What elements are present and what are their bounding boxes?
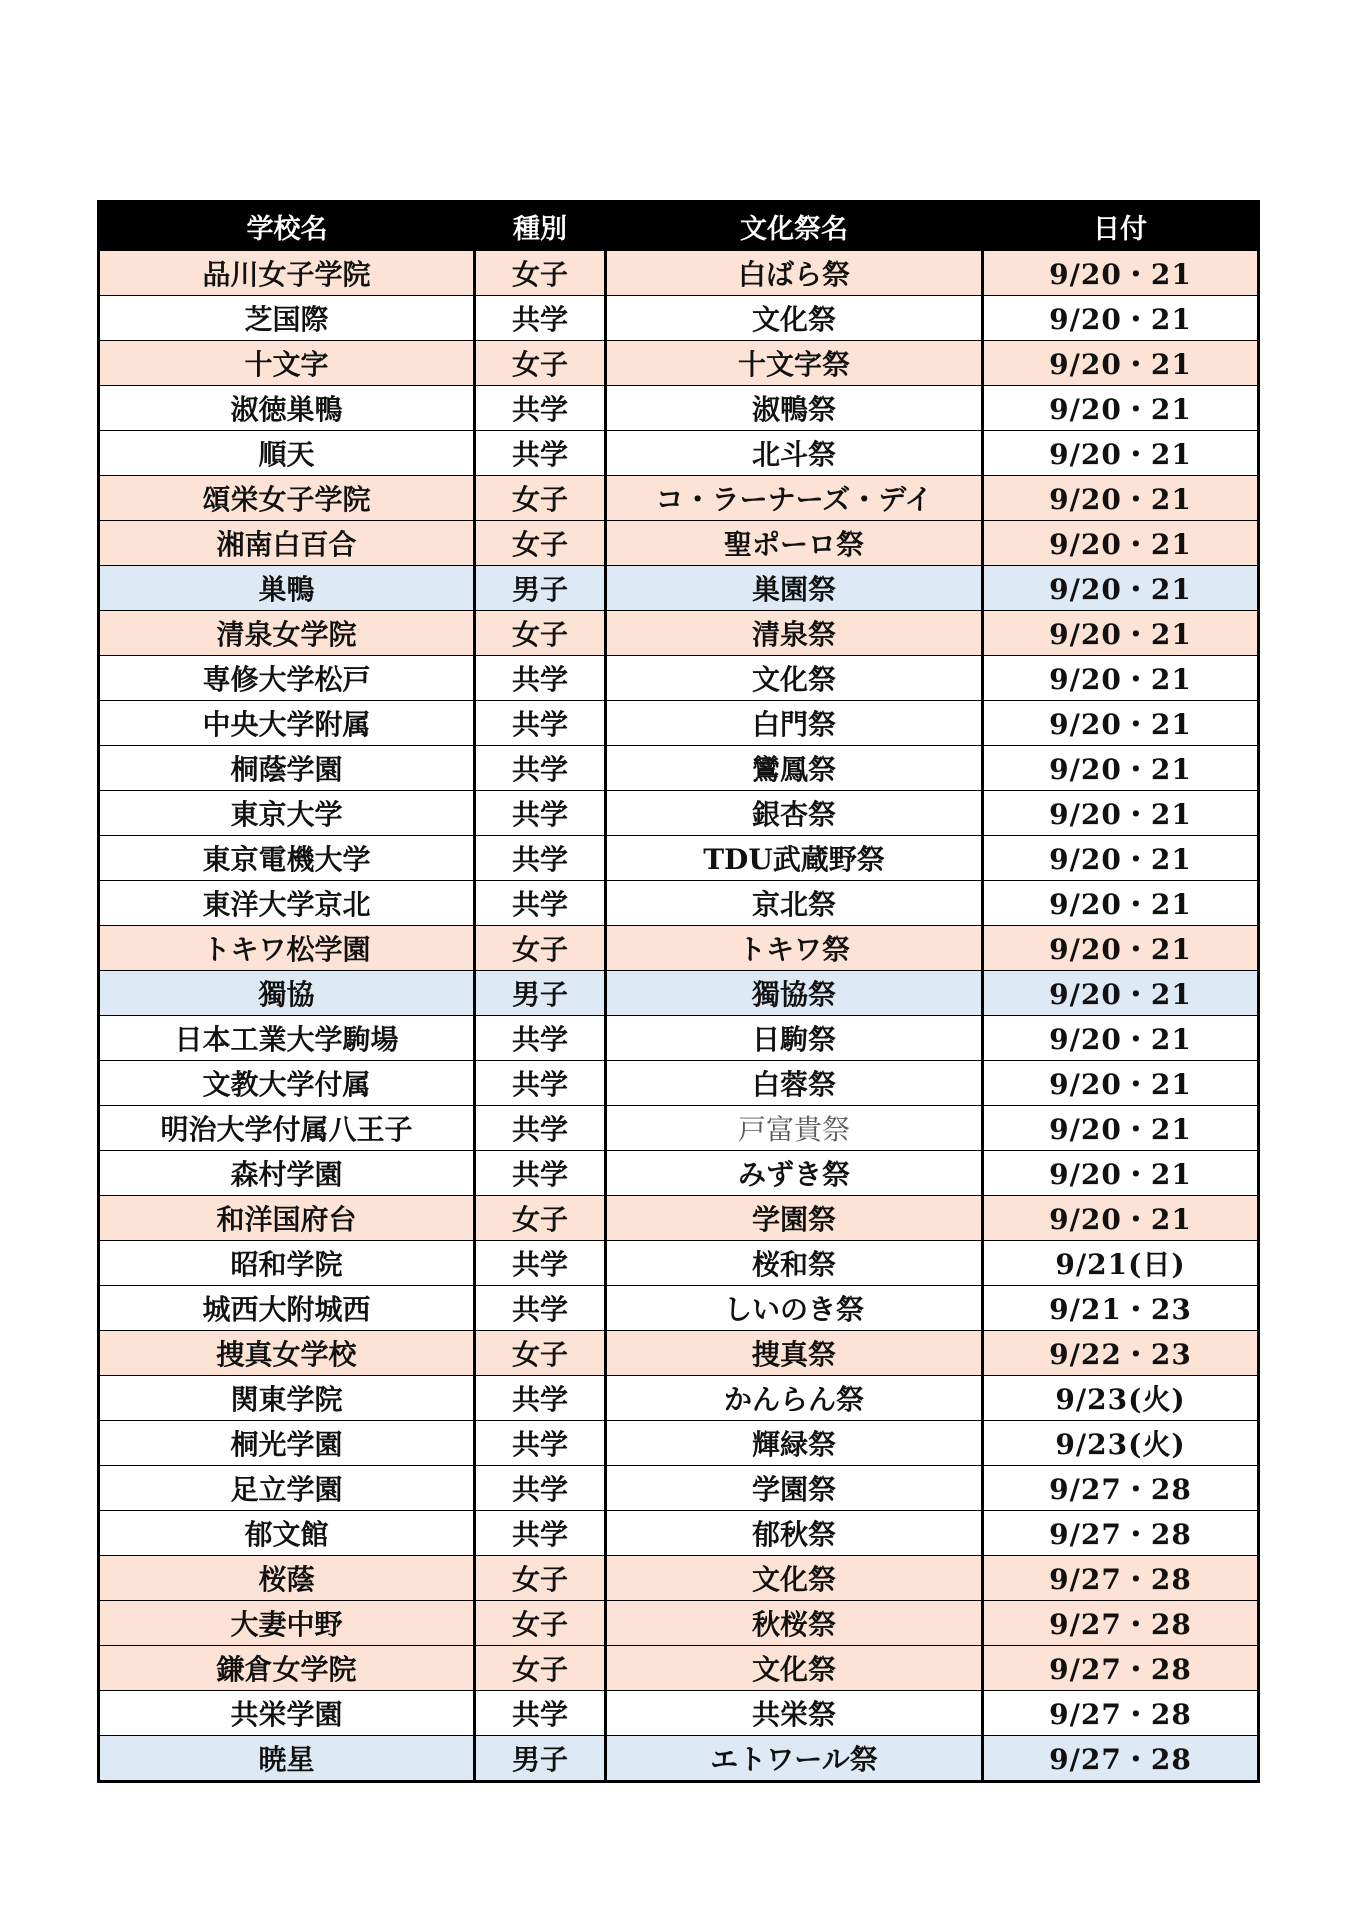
- table-row: [99, 656, 1259, 701]
- table-row: [99, 1376, 1259, 1421]
- table-row: [99, 1421, 1259, 1466]
- festival-date-cell: 9/20・21: [983, 836, 1259, 881]
- table-row: [99, 1016, 1259, 1061]
- festival-name-cell: 共栄祭: [606, 1691, 983, 1736]
- festival-date-cell: 9/20・21: [983, 611, 1259, 656]
- school-name-cell: 湘南白百合: [99, 521, 475, 566]
- school-type-cell: 女子: [475, 476, 606, 521]
- table-row: [99, 926, 1259, 971]
- school-type-cell: 共学: [475, 296, 606, 341]
- table-row: [99, 1241, 1259, 1286]
- school-name-cell: 明治大学付属八王子: [99, 1106, 475, 1151]
- school-name-cell: 獨協: [99, 971, 475, 1016]
- header-type: 種別: [475, 202, 606, 251]
- festival-name-cell: 捜真祭: [606, 1331, 983, 1376]
- school-name-cell: 共栄学園: [99, 1691, 475, 1736]
- school-name-cell: 専修大学松戸: [99, 656, 475, 701]
- table-row: [99, 1151, 1259, 1196]
- school-name-cell: 桐光学園: [99, 1421, 475, 1466]
- header-row: [99, 202, 1259, 251]
- festival-schedule-sheet: [97, 200, 1257, 1783]
- school-type-cell: 共学: [475, 1466, 606, 1511]
- festival-name-cell: みずき祭: [606, 1151, 983, 1196]
- festival-name-cell: 白ばら祭: [606, 251, 983, 296]
- school-type-cell: 女子: [475, 521, 606, 566]
- festival-name-cell: 学園祭: [606, 1196, 983, 1241]
- table-row: [99, 881, 1259, 926]
- school-type-cell: 男子: [475, 971, 606, 1016]
- table-row: [99, 746, 1259, 791]
- school-type-cell: 共学: [475, 836, 606, 881]
- festival-name-cell: 文化祭: [606, 1646, 983, 1691]
- school-name-cell: トキワ松学園: [99, 926, 475, 971]
- festival-date-cell: 9/20・21: [983, 1106, 1259, 1151]
- festival-date-cell: 9/21(日): [983, 1241, 1259, 1286]
- school-name-cell: 東京電機大学: [99, 836, 475, 881]
- festival-name-cell: 郁秋祭: [606, 1511, 983, 1556]
- table-row: [99, 1286, 1259, 1331]
- table-row: [99, 251, 1259, 296]
- festival-date-cell: 9/23(火): [983, 1421, 1259, 1466]
- school-type-cell: 女子: [475, 926, 606, 971]
- festival-name-cell: 清泉祭: [606, 611, 983, 656]
- festival-name-cell: 文化祭: [606, 1556, 983, 1601]
- table-row: [99, 1196, 1259, 1241]
- festival-name-cell: 白蓉祭: [606, 1061, 983, 1106]
- school-type-cell: 女子: [475, 341, 606, 386]
- festival-date-cell: 9/20・21: [983, 251, 1259, 296]
- school-type-cell: 共学: [475, 791, 606, 836]
- festival-date-cell: 9/20・21: [983, 476, 1259, 521]
- festival-name-cell: 銀杏祭: [606, 791, 983, 836]
- table-row: [99, 341, 1259, 386]
- table-row: [99, 1601, 1259, 1646]
- festival-date-cell: 9/20・21: [983, 1151, 1259, 1196]
- festival-date-cell: 9/27・28: [983, 1601, 1259, 1646]
- festival-date-cell: 9/27・28: [983, 1466, 1259, 1511]
- school-type-cell: 女子: [475, 1556, 606, 1601]
- festival-date-cell: 9/27・28: [983, 1736, 1259, 1782]
- school-type-cell: 共学: [475, 656, 606, 701]
- festival-date-cell: 9/20・21: [983, 386, 1259, 431]
- school-type-cell: 男子: [475, 566, 606, 611]
- table-header: [99, 202, 1259, 251]
- school-type-cell: 共学: [475, 881, 606, 926]
- festival-date-cell: 9/20・21: [983, 1061, 1259, 1106]
- table-row: [99, 521, 1259, 566]
- school-type-cell: 男子: [475, 1736, 606, 1782]
- festival-date-cell: 9/27・28: [983, 1691, 1259, 1736]
- school-type-cell: 共学: [475, 1691, 606, 1736]
- festival-date-cell: 9/20・21: [983, 791, 1259, 836]
- school-name-cell: 淑徳巣鴨: [99, 386, 475, 431]
- festival-date-cell: 9/20・21: [983, 566, 1259, 611]
- festival-name-cell: しいのき祭: [606, 1286, 983, 1331]
- school-name-cell: 大妻中野: [99, 1601, 475, 1646]
- festival-name-cell: コ・ラーナーズ・デイ: [606, 476, 983, 521]
- table-row: [99, 1556, 1259, 1601]
- festival-name-cell: 桜和祭: [606, 1241, 983, 1286]
- festival-name-cell: 京北祭: [606, 881, 983, 926]
- festival-table: [97, 200, 1260, 1783]
- festival-name-cell: 鸞鳳祭: [606, 746, 983, 791]
- festival-name-cell: エトワール祭: [606, 1736, 983, 1782]
- school-type-cell: 共学: [475, 701, 606, 746]
- school-name-cell: 昭和学院: [99, 1241, 475, 1286]
- school-name-cell: 頌栄女子学院: [99, 476, 475, 521]
- school-name-cell: 和洋国府台: [99, 1196, 475, 1241]
- school-name-cell: 桐蔭学園: [99, 746, 475, 791]
- school-name-cell: 東京大学: [99, 791, 475, 836]
- school-type-cell: 女子: [475, 1601, 606, 1646]
- festival-name-cell: かんらん祭: [606, 1376, 983, 1421]
- school-name-cell: 森村学園: [99, 1151, 475, 1196]
- festival-name-cell: 日駒祭: [606, 1016, 983, 1061]
- festival-name-cell: 白門祭: [606, 701, 983, 746]
- festival-name-cell: 学園祭: [606, 1466, 983, 1511]
- school-type-cell: 女子: [475, 1196, 606, 1241]
- school-name-cell: 東洋大学京北: [99, 881, 475, 926]
- table-row: [99, 386, 1259, 431]
- festival-name-cell: 輝緑祭: [606, 1421, 983, 1466]
- table-row: [99, 791, 1259, 836]
- school-type-cell: 共学: [475, 386, 606, 431]
- school-type-cell: 共学: [475, 431, 606, 476]
- school-name-cell: 郁文館: [99, 1511, 475, 1556]
- school-name-cell: 暁星: [99, 1736, 475, 1782]
- festival-date-cell: 9/20・21: [983, 521, 1259, 566]
- school-name-cell: 十文字: [99, 341, 475, 386]
- school-name-cell: 品川女子学院: [99, 251, 475, 296]
- festival-date-cell: 9/21・23: [983, 1286, 1259, 1331]
- festival-date-cell: 9/27・28: [983, 1556, 1259, 1601]
- festival-date-cell: 9/27・28: [983, 1646, 1259, 1691]
- table-row: [99, 1061, 1259, 1106]
- festival-date-cell: 9/27・28: [983, 1511, 1259, 1556]
- school-type-cell: 共学: [475, 1241, 606, 1286]
- table-row: [99, 296, 1259, 341]
- table-row: [99, 566, 1259, 611]
- school-name-cell: 順天: [99, 431, 475, 476]
- festival-date-cell: 9/20・21: [983, 971, 1259, 1016]
- header-festival: 文化祭名: [606, 202, 983, 251]
- table-row: [99, 971, 1259, 1016]
- festival-date-cell: 9/22・23: [983, 1331, 1259, 1376]
- school-name-cell: 関東学院: [99, 1376, 475, 1421]
- table-row: [99, 1646, 1259, 1691]
- school-type-cell: 女子: [475, 251, 606, 296]
- school-type-cell: 共学: [475, 1106, 606, 1151]
- festival-name-cell: TDU武蔵野祭: [606, 836, 983, 881]
- table-row: [99, 1106, 1259, 1151]
- table-row: [99, 476, 1259, 521]
- festival-name-cell: 文化祭: [606, 656, 983, 701]
- festival-date-cell: 9/20・21: [983, 1196, 1259, 1241]
- school-name-cell: 中央大学附属: [99, 701, 475, 746]
- school-type-cell: 共学: [475, 1286, 606, 1331]
- school-name-cell: 芝国際: [99, 296, 475, 341]
- table-row: [99, 1691, 1259, 1736]
- festival-date-cell: 9/23(火): [983, 1376, 1259, 1421]
- school-type-cell: 女子: [475, 1331, 606, 1376]
- festival-name-cell: トキワ祭: [606, 926, 983, 971]
- school-type-cell: 共学: [475, 746, 606, 791]
- table-row: [99, 1736, 1259, 1782]
- table-row: [99, 1466, 1259, 1511]
- school-type-cell: 共学: [475, 1421, 606, 1466]
- festival-name-cell: 巣園祭: [606, 566, 983, 611]
- table-row: [99, 1511, 1259, 1556]
- school-name-cell: 鎌倉女学院: [99, 1646, 475, 1691]
- school-name-cell: 日本工業大学駒場: [99, 1016, 475, 1061]
- festival-date-cell: 9/20・21: [983, 701, 1259, 746]
- school-type-cell: 女子: [475, 611, 606, 656]
- festival-name-cell: 秋桜祭: [606, 1601, 983, 1646]
- festival-date-cell: 9/20・21: [983, 926, 1259, 971]
- table-row: [99, 611, 1259, 656]
- school-type-cell: 共学: [475, 1061, 606, 1106]
- school-type-cell: 女子: [475, 1646, 606, 1691]
- header-school: 学校名: [99, 202, 475, 251]
- festival-date-cell: 9/20・21: [983, 341, 1259, 386]
- festival-name-cell: 淑鴨祭: [606, 386, 983, 431]
- festival-date-cell: 9/20・21: [983, 656, 1259, 701]
- school-name-cell: 清泉女学院: [99, 611, 475, 656]
- festival-date-cell: 9/20・21: [983, 746, 1259, 791]
- school-name-cell: 桜蔭: [99, 1556, 475, 1601]
- table-row: [99, 1331, 1259, 1376]
- school-name-cell: 捜真女学校: [99, 1331, 475, 1376]
- school-name-cell: 城西大附城西: [99, 1286, 475, 1331]
- festival-name-cell: 聖ポーロ祭: [606, 521, 983, 566]
- festival-name-cell: 十文字祭: [606, 341, 983, 386]
- header-date: 日付: [983, 202, 1259, 251]
- festival-name-cell: 戸富貴祭: [606, 1106, 983, 1151]
- table-row: [99, 431, 1259, 476]
- school-name-cell: 巣鴨: [99, 566, 475, 611]
- table-body: [99, 251, 1259, 1782]
- table-row: [99, 836, 1259, 881]
- festival-name-cell: 北斗祭: [606, 431, 983, 476]
- festival-date-cell: 9/20・21: [983, 431, 1259, 476]
- school-type-cell: 共学: [475, 1151, 606, 1196]
- festival-name-cell: 文化祭: [606, 296, 983, 341]
- festival-name-cell: 獨協祭: [606, 971, 983, 1016]
- school-type-cell: 共学: [475, 1376, 606, 1421]
- table-row: [99, 701, 1259, 746]
- school-name-cell: 足立学園: [99, 1466, 475, 1511]
- festival-date-cell: 9/20・21: [983, 296, 1259, 341]
- school-name-cell: 文教大学付属: [99, 1061, 475, 1106]
- school-type-cell: 共学: [475, 1016, 606, 1061]
- festival-date-cell: 9/20・21: [983, 881, 1259, 926]
- festival-date-cell: 9/20・21: [983, 1016, 1259, 1061]
- school-type-cell: 共学: [475, 1511, 606, 1556]
